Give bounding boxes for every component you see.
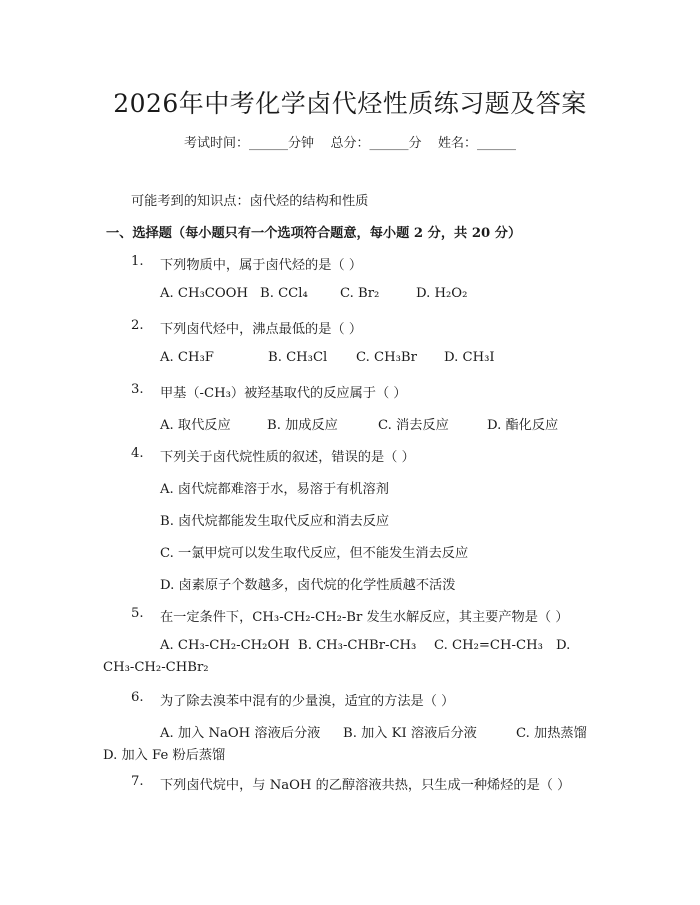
option: D. CH₃I [444, 350, 495, 365]
option: C. 一氯甲烷可以发生取代反应，但不能发生消去反应 [160, 546, 469, 561]
question-number: 1. [131, 254, 144, 269]
option: D. [556, 638, 571, 653]
question-stem: 在一定条件下，CH₃-CH₂-CH₂-Br 发生水解反应，其主要产物是（ ） [160, 610, 569, 625]
question-number: 7. [131, 774, 144, 789]
option: B. 加入 KI 溶液后分液 [343, 726, 477, 741]
option: D. 卤素原子个数越多，卤代烷的化学性质越不活泼 [160, 578, 456, 593]
option: B. CH₃-CHBr-CH₃ [298, 638, 417, 653]
option: C. CH₃Br [356, 350, 417, 365]
option: A. CH₃COOH [160, 286, 248, 301]
question-number: 4. [131, 446, 144, 461]
option: B. 卤代烷都能发生取代反应和消去反应 [160, 514, 390, 529]
question-number: 5. [131, 606, 144, 621]
option-continuation: CH₃-CH₂-CHBr₂ [103, 660, 209, 675]
option: A. 取代反应 [160, 418, 231, 433]
option: B. 加成反应 [267, 418, 338, 433]
option: B. CH₃Cl [268, 350, 328, 365]
section-heading-multiple-choice: 一、选择题（每小题只有一个选项符合题意，每小题 2 分，共 20 分） [106, 226, 522, 241]
question-stem: 为了除去溴苯中混有的少量溴，适宜的方法是（ ） [160, 694, 455, 709]
option: C. CH₂=CH-CH₃ [434, 638, 543, 653]
option: B. CCl₄ [260, 286, 308, 301]
option: D. 酯化反应 [487, 418, 559, 433]
option: A. 加入 NaOH 溶液后分液 [160, 726, 321, 741]
option: D. 加入 Fe 粉后蒸馏 [103, 748, 226, 763]
question-stem: 下列物质中，属于卤代烃的是（ ） [160, 258, 363, 273]
option: C. 消去反应 [378, 418, 449, 433]
question-number: 3. [131, 382, 144, 397]
option: D. H₂O₂ [416, 286, 468, 301]
option: A. CH₃F [160, 350, 214, 365]
question-number: 2. [131, 318, 144, 333]
question-stem: 下列卤代烃中，沸点最低的是（ ） [160, 322, 363, 337]
option: A. CH₃-CH₂-CH₂OH [160, 638, 290, 653]
exam-meta-line: 考试时间：______分钟 总分：______分 姓名：______ [183, 136, 517, 151]
question-stem: 下列关于卤代烷性质的叙述，错误的是（ ） [160, 450, 415, 465]
question-stem: 下列卤代烷中，与 NaOH 的乙醇溶液共热，只生成一种烯烃的是（ ） [160, 778, 571, 793]
option: C. Br₂ [340, 286, 380, 301]
option: C. 加热蒸馏 [516, 726, 587, 741]
document-title: 2026年中考化学卤代烃性质练习题及答案 [113, 89, 587, 118]
option: A. 卤代烷都难溶于水，易溶于有机溶剂 [160, 482, 389, 497]
question-stem: 甲基（-CH₃）被羟基取代的反应属于（ ） [160, 386, 407, 401]
question-number: 6. [131, 690, 144, 705]
knowledge-points: 可能考到的知识点：卤代烃的结构和性质 [131, 194, 369, 209]
